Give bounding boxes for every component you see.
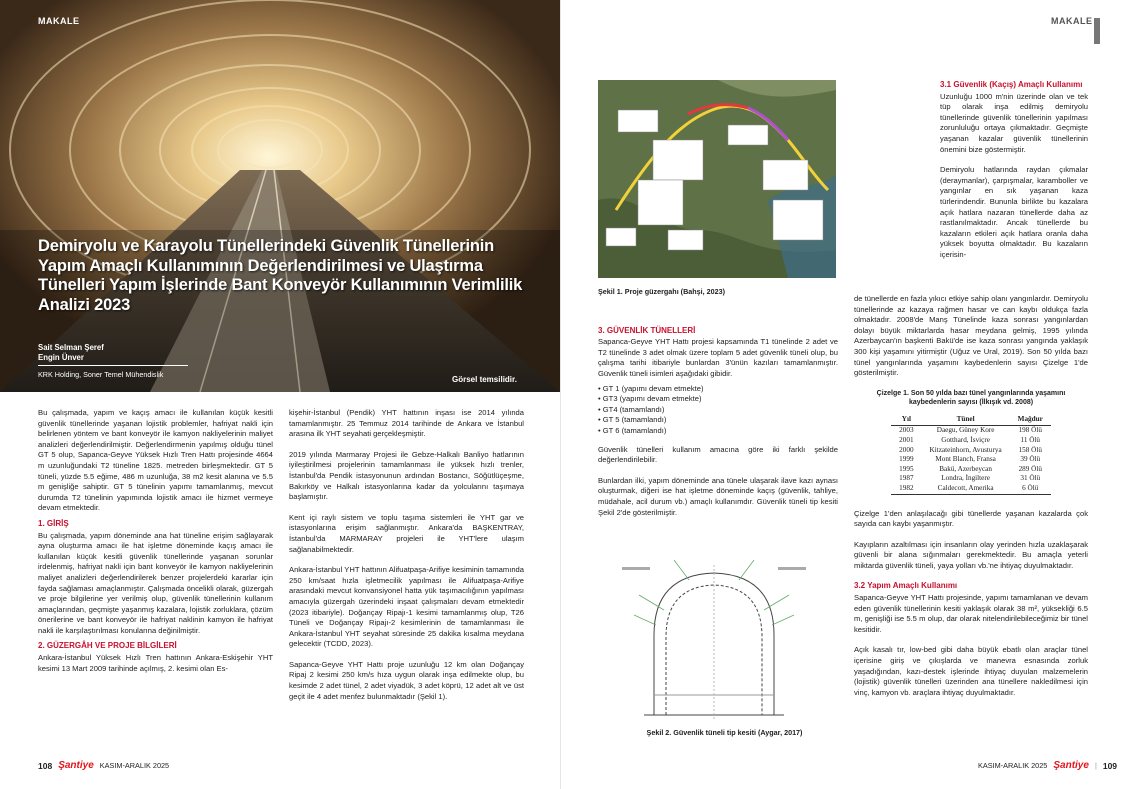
table-cell: 1982 — [891, 484, 921, 494]
table-header: Mağdur — [1010, 413, 1051, 426]
table-row — [891, 474, 1051, 484]
vehicles-paragraph: Açık kasalı tır, low-bed gibi daha büyük ebatlı olan araçlar tünel içerisine giriş ve çıkışlarda ve manevra esnasında zorluk yaşadığından, kazı-destek işlerinde ihtiyaç duyulan malzemelerin (lojistik) güvenlik tünelleri üzerinden ana tünellere nakledilmesi için vinç, kamyon vb. araçlara ihtiyaç duyulmaktadır. — [854, 645, 1088, 697]
usage-paragraph: Güvenlik tünelleri kullanım amacına göre iki farklı şekilde değerlendirilebilir. — [598, 444, 838, 465]
construction-use-paragraph: Sapanca-Geyve YHT Hattı projesinde, yapımı tamamlanan ve devam eden güvenlik tünellerinin kesiti yaklaşık olarak 38 m², yüksekliği 6.5 m, genişliği ise 5.5 m olup, dar olarak nitelendirilebileceğimiz bir tünel kesitidir. — [854, 593, 1088, 634]
left-column-2 — [289, 408, 524, 706]
satellite-map-illustration — [598, 80, 836, 278]
alifuatpasa-paragraph: Ankara-İstanbul YHT hattının Alifuatpaşa-Arifiye kesiminin tamamında 250 km/saat hızla işletmecilik yapılması ile Alifuatpaşa-Arifiye arasındaki mevcut konvansiyonel hatta yük taşımacılığının yapılması amacıyla güzergah üzerindeki inşaat çalışmaları devam etmektedir (2023 itibariyle). Doğançay Ripajı-1 kesimi tamamlanmış olup, T26 Tüneli ve Doğançay Ripajı-2 kesimlerinin de tamamlanması ile Ankara-İstanbul YHT seyahat süresinde 25 dakika kısalma meydana gelecektir (TCDD, 2023). — [289, 565, 524, 649]
author-1: Sait Selman Şeref — [38, 343, 104, 352]
right-column-2 — [854, 294, 1088, 702]
footer-right — [978, 760, 1117, 771]
figure-2-cross-section — [614, 555, 814, 725]
table-header: Tünel — [922, 413, 1010, 426]
list-item: • GT 6 (tamamlandı) — [598, 425, 667, 435]
author-2: Engin Ünver — [38, 353, 84, 362]
table-row — [891, 465, 1051, 475]
page-number-left: 108 — [38, 760, 53, 771]
intro-paragraph: Bu çalışmada, yapım döneminde ana hat tüneline erişim sağlayarak ayna oluşturma amacı ile hat işletme döneminde kaçış amacı ile kullanılan küçük kesitli güvenlik tünellerinde yaşanan sorunlar irdelenmiş, hafriyat nakli için bant konveyör ile kamyon nakliyelerinin maliyet analizleri değerlendirilerek benzer projelerdeki kararlar için fayda sağlaması amaçlanmıştır. Çalışmada öncelikli olarak, güzergah ve proje bilgilerine yer verilmiş olup, güvenlik tünellerinin kullanım amaçlarından, geçmişte yaşanmış kazalara, lojistik zorluklara, çözüm önerilerine ve bant konveyör ile hafriyat naklinin kamyon ile hafriyat nakli ile karşılaştırılması konularına değinilmiştir. — [38, 530, 273, 635]
section-label-right: MAKALE — [1051, 16, 1093, 26]
table-cell: Mont Blanch, Fransa — [935, 455, 996, 464]
table-row — [891, 446, 1051, 456]
section-heading-intro: 1. GİRİŞ — [38, 518, 69, 528]
fires-paragraph: de tünellerde en fazla yıkıcı etkiye sahip olanı yangınlardır. Demiryolu tünellerinde az kazaya rağmen hasar ve can kaybı oldukça fazla olmaktadır. 2008'de Manş Tünelinde kaza sonrası yangınlardan dolayı büyük miktarlarda hasar meydana gelmiş, 1995 yılında Azerbaycan'ın başkenti Bakü'de ise kaza sonrası yangında yaklaşık 300 kişi yaşamını yitirmiştir (Uğuz ve Ural, 2019). Son 50 yılda bazı tünel yangınlarında yaşamını kaybedenlerin sayısı Çizelge 1'de gösterilmiştir. — [854, 294, 1088, 378]
author-names — [38, 343, 104, 363]
figure-1-caption: Şekil 1. Proje güzergahı (Bahşi, 2023) — [598, 287, 726, 296]
accidents-paragraph: Demiryolu hatlarında raydan çıkmalar (deraymanlar), çarpışmalar, karamboller ve yangınlar en sık yaşanan kaza türlerindendir. Bununla birlikte bu kazalara açık hatlara nazaran tünellerde daha az rastlanılmaktadır. Ancak tünellerde bu kazaların etkileri açık hatlara oranla daha yüksek boyutta olmaktadır. Bu kazaların içerisin- — [940, 165, 1088, 259]
table-row — [891, 426, 1051, 436]
usage-detail-paragraph: Bunlardan ilki, yapım döneminde ana tünele ulaşarak ilave kazı aynası oluşturmak, diğeri ise hat işletme döneminde kaçış (güvenlik, tahliye, müdahale, acil durum vb.) amaçlı kullanımdır. Güvenlik tüneli tip kesiti Şekil 2'de gösterilmiştir. — [598, 475, 838, 517]
table-cell: Londra, İngiltere — [941, 474, 990, 483]
urban-rail-paragraph: Kent içi raylı sistem ve toplu taşıma sistemleri ile YHT gar ve istasyonlarına erişim sağlanmıştır. Ankara'da BAŞKENTRAY, İstanbul'da MARMARAY projeleri ile YHT'lere ulaşım sağlanabilmektedir. — [289, 512, 524, 554]
table-cell: 6 Ölü — [1010, 484, 1051, 494]
table-cell: 198 Ölü — [1018, 426, 1042, 435]
author-divider — [38, 365, 188, 366]
author-organization: KRK Holding, Soner Temel Mühendislik — [38, 370, 164, 379]
figure-2-caption: Şekil 2. Güvenlik tüneli tip kesiti (Aygar, 2017) — [646, 728, 803, 737]
table-cell: 1987 — [899, 474, 914, 483]
footer-left — [38, 760, 169, 771]
table-row — [891, 484, 1051, 494]
header-marker — [1094, 18, 1100, 44]
escape-use-paragraph: Uzunluğu 1000 m'nin üzerinde olan ve tek tüp olarak inşa edilmiş demiryolu tünellerinde güvenlik tünellerinin yapılması zorunluluğu ortaya çıkmaktadır. Geçmişte yaşanan kazalar güvenlik tünellerinin önemini bize göstermiştir. — [940, 91, 1088, 154]
section-heading-safety-tunnels: 3. GÜVENLİK TÜNELLERİ — [598, 325, 696, 335]
hero-photo — [0, 0, 560, 392]
table-cell: 1999 — [899, 455, 914, 464]
section-label-left: MAKALE — [38, 16, 80, 26]
page-number-right: 109 — [1102, 760, 1118, 771]
list-item: • GT4 (tamamlandı) — [598, 404, 665, 414]
list-item: • GT 5 (tamamlandı) — [598, 415, 667, 425]
article-title: Demiryolu ve Karayolu Tünellerindeki Güvenlik Tünellerinin Yapım Amaçlı Kullanımının Değerlendirilmesi ve Ulaştırma Tünelleri Yapım İşlerinde Bant Konveyör Kullanımının Verimlilik Analizi 2023 — [38, 237, 523, 314]
sapanca-geyve-paragraph: Sapanca-Geyve YHT Hattı proje uzunluğu 12 km olan Doğançay Ripaj 2 kesimi 250 km/s hıza uygun olarak inşa edilmekte olup, bu kesimde 2 adet tünel, 2 adet viyadük, 3 adet köprü, 12 adet alt ve üst geçit ile 4 adet menfez bulunmaktadır (Şekil 1). — [289, 659, 524, 701]
right-column-1 — [598, 287, 838, 522]
table-cell: Kitzateinhorn, Avusturya — [929, 445, 1002, 454]
section-heading-3-1: 3.1 Güvenlik (Kaçış) Amaçlı Kullanımı — [940, 80, 1083, 89]
table-summary-paragraph: Çizelge 1'den anlaşılacağı gibi tünellerde yaşanan kazalarda çok sayıda can kaybı yaşanmıştır. — [854, 508, 1088, 529]
tunnel-list — [598, 384, 838, 437]
table-header: Yıl — [891, 413, 921, 426]
brand-logo-right: Şantiye — [1053, 760, 1089, 771]
table-cell: Caldecott, Amerika — [922, 484, 1010, 494]
section-heading-route: 2. GÜZERGÂH VE PROJE BİLGİLERİ — [38, 641, 177, 651]
safety-tunnels-paragraph: Sapanca-Geyve YHT Hattı projesi kapsamında T1 tünelinde 2 adet ve T2 tünelinde 3 adet olmak üzere toplam 5 adet güvenlik tüneli olup, bu çalışma tarihi itibariyle bunlardan 3'ünün kazıları tamamlanmıştır. Güvenlik tüneli isimleri aşağıdaki gibidir. — [598, 337, 838, 378]
list-item: • GT 1 (yapımı devam etmekte) — [598, 383, 704, 393]
table-1-caption: Çizelge 1. Son 50 yılda bazı tünel yangınlarında yaşamını kaybedenlerin sayısı (İlkışık vd. 2008) — [876, 389, 1066, 406]
table-cell: 2003 — [899, 426, 914, 435]
marmaray-paragraph: 2019 yılında Marmaray Projesi ile Gebze-Halkalı Banliyo hatlarının iyileştirilmesi projelerinin tamamlanması ile yüksek hızlı trenler, İstanbul'da Pendik istasyonunun ardından Bostancı, Söğütlüçeşme, Bakırköy ve Halkalı istasyonlarına kadar da yolcularını taşımaya başlamıştır. — [289, 449, 524, 502]
table-row — [891, 455, 1051, 465]
tunnel-photo-illustration — [0, 0, 560, 392]
table-cell: Gotthard, İsviçre — [941, 435, 990, 444]
page-gutter — [560, 0, 561, 789]
table-cell: 158 Ölü — [1018, 445, 1042, 454]
list-item: • GT3 (yapımı devam etmekte) — [598, 394, 702, 404]
table-row — [891, 436, 1051, 446]
table-cell: Daegu, Güney Kore — [936, 426, 995, 435]
table-cell: 1995 — [899, 464, 914, 473]
issue-date-left: KASIM-ARALIK 2025 — [99, 761, 170, 770]
table-cell: 31 Ölü — [1020, 474, 1041, 483]
right-column-2-top — [940, 80, 1088, 265]
table-cell: Bakü, Azerbeycan — [939, 464, 992, 473]
route-paragraph-cont: kişehir-İstanbul (Pendik) YHT hattının inşası ise 2014 yılında tamamlanmıştır. 25 Temmuz 2014 tarihinde de Ankara ve İstanbul arasına ilk YHT seyahati gerçekleşmiştir. — [289, 408, 524, 439]
brand-logo-left: Şantiye — [58, 760, 94, 771]
abstract-paragraph: Bu çalışmada, yapım ve kaçış amacı ile kullanılan küçük kesitli güvenlik tünellerinde yaşanan lojistik problemler, hafriyat nakli için belirlenen yöntem ve bant konveyör ile kamyon nakliyelerinin maliyet analizleri değerlendirilmiştir. Değerlendirmenin yapılmış olduğu tünel GT 5 olup, Sapanca-Geyve Yüksek Hızlı Tren Hattı projesinde 4664 m uzunluğundaki T2 tüneline 1825. metreden birleşmektedir. GT 5 tüneli, yüzde 5.5 eğime, 486 m uzunluğa, 38 m2 kesit alanına ve 5.5 m genişliğe sahiptir. GT 5 tünelinin yapımı tamamlanmış, mevcut durumda T2 tünelinin yapımında lojistik amacı ile hizmet vermeye devam etmektedir. — [38, 408, 273, 513]
tunnel-cross-section-drawing — [614, 555, 814, 725]
route-paragraph: Ankara-İstanbul Yüksek Hızlı Tren hattının Ankara-Eskişehir YHT kesimi 13 Mart 2009 tarihinde açılmış, 2. kesimi olan Es- — [38, 653, 273, 673]
section-heading-3-2: 3.2 Yapım Amaçlı Kullanımı — [854, 581, 958, 591]
table-cell: 289 Ölü — [1018, 464, 1042, 473]
left-column-1 — [38, 408, 273, 678]
evacuation-paragraph: Kayıpların azaltılması için insanların olay yerinden hızla uzaklaşarak güvenli bir alana sığınmaları gerekmektedir. Bu amaçla yeterli miktarda güvenlik tüneli, yaya yolları vb.'ne ihtiyaç duyulmaktadır. — [854, 539, 1088, 570]
table-cell: 39 Ölü — [1020, 455, 1041, 464]
table-cell: 11 Ölü — [1020, 435, 1040, 444]
footer-separator: | — [1094, 761, 1097, 770]
photo-caption: Görsel temsilidir. — [452, 375, 517, 384]
table-cell: 2000 — [899, 445, 914, 454]
table-cell: 2001 — [899, 435, 914, 444]
issue-date-right: KASIM-ARALIK 2025 — [978, 761, 1048, 770]
fire-casualties-table — [891, 413, 1051, 495]
figure-1-route-map — [598, 80, 836, 278]
